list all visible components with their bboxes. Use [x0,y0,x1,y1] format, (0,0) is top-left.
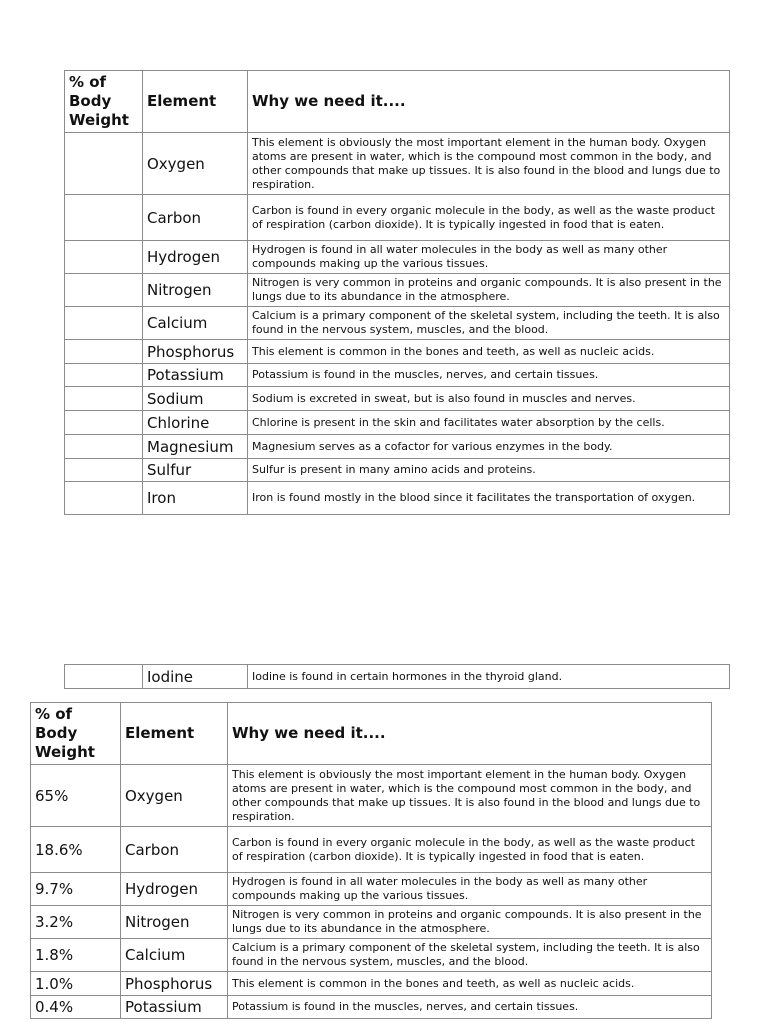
element-cell: Phosphorus [121,972,228,996]
why-cell: Carbon is found in every organic molecule in the body, as well as the waste product of respiration (carbon dioxide). It is typically ingested in food that is eaten. [248,195,730,241]
element-cell: Sodium [143,387,248,411]
why-cell: This element is obviously the most important element in the human body. Oxygen atoms are present in water, which is the compound most common in the body, and other compounds that make up tissues. It is also found in the blood and lungs due to respiration. [248,133,730,195]
percent-cell [65,387,143,411]
element-cell: Carbon [121,827,228,873]
why-cell: Sodium is excreted in sweat, but is also found in muscles and nerves. [248,387,730,411]
percent-cell [65,340,143,364]
percent-cell: 9.7% [31,873,121,906]
percent-cell [65,241,143,274]
header-element: Element [143,71,248,133]
element-cell: Potassium [121,996,228,1019]
why-cell: Calcium is a primary component of the skeletal system, including the teeth. It is also found in the nervous system, muscles, and the blood. [248,307,730,340]
percent-cell [65,411,143,435]
why-cell: Potassium is found in the muscles, nerves, and certain tissues. [248,364,730,387]
why-cell: This element is obviously the most important element in the human body. Oxygen atoms are present in water, which is the compound most common in the body, and other compounds that make up tissues. It is also found in the blood and lungs due to respiration. [228,765,712,827]
percent-cell [65,307,143,340]
table-row [65,435,730,459]
table-row [65,364,730,387]
percent-cell [65,482,143,515]
element-cell: Oxygen [121,765,228,827]
percent-cell [65,274,143,307]
table-header-row [31,703,712,765]
percent-cell: 65% [31,765,121,827]
percent-cell [65,665,143,689]
element-cell: Magnesium [143,435,248,459]
element-cell: Hydrogen [143,241,248,274]
why-cell: Carbon is found in every organic molecule in the body, as well as the waste product of respiration (carbon dioxide). It is typically ingested in food that is eaten. [228,827,712,873]
percent-cell: 3.2% [31,906,121,939]
why-cell: Nitrogen is very common in proteins and organic compounds. It is also present in the lungs due to its abundance in the atmosphere. [228,906,712,939]
element-cell: Calcium [121,939,228,972]
element-cell: Iron [143,482,248,515]
table-row [31,765,712,827]
why-cell: Sulfur is present in many amino acids and proteins. [248,459,730,482]
percent-cell: 1.8% [31,939,121,972]
table-row [65,307,730,340]
why-cell: Iron is found mostly in the blood since it facilitates the transportation of oxygen. [248,482,730,515]
element-cell: Calcium [143,307,248,340]
table-header-row [65,71,730,133]
percent-cell [65,459,143,482]
element-cell: Nitrogen [121,906,228,939]
percent-cell [65,133,143,195]
percent-cell [65,364,143,387]
table-row [65,665,730,689]
percent-cell: 0.4% [31,996,121,1019]
why-cell: Magnesium serves as a cofactor for various enzymes in the body. [248,435,730,459]
header-percent: % of Body Weight [31,703,121,765]
table-row [31,996,712,1019]
element-cell: Sulfur [143,459,248,482]
element-cell: Potassium [143,364,248,387]
percent-cell: 18.6% [31,827,121,873]
why-cell: Iodine is found in certain hormones in the thyroid gland. [248,665,730,689]
table-row [65,411,730,435]
header-why: Why we need it.... [228,703,712,765]
table-row [65,241,730,274]
table-row [31,906,712,939]
element-cell: Hydrogen [121,873,228,906]
table-row [65,133,730,195]
why-cell: Chlorine is present in the skin and facilitates water absorption by the cells. [248,411,730,435]
element-cell: Oxygen [143,133,248,195]
element-cell: Chlorine [143,411,248,435]
table-row [65,387,730,411]
table-row [65,340,730,364]
element-cell: Iodine [143,665,248,689]
element-cell: Carbon [143,195,248,241]
table-row [31,827,712,873]
table-row [31,873,712,906]
why-cell: Nitrogen is very common in proteins and organic compounds. It is also present in the lungs due to its abundance in the atmosphere. [248,274,730,307]
element-table-2 [64,664,730,689]
element-table-1 [64,70,730,515]
element-cell: Phosphorus [143,340,248,364]
why-cell: This element is common in the bones and teeth, as well as nucleic acids. [248,340,730,364]
why-cell: Calcium is a primary component of the skeletal system, including the teeth. It is also found in the nervous system, muscles, and the blood. [228,939,712,972]
percent-cell [65,195,143,241]
why-cell: Hydrogen is found in all water molecules in the body as well as many other compounds making up the various tissues. [228,873,712,906]
table-row [65,274,730,307]
element-cell: Nitrogen [143,274,248,307]
table-row [65,482,730,515]
element-table-3 [30,702,712,1019]
why-cell: Potassium is found in the muscles, nerves, and certain tissues. [228,996,712,1019]
percent-cell: 1.0% [31,972,121,996]
why-cell: This element is common in the bones and teeth, as well as nucleic acids. [228,972,712,996]
header-percent: % of Body Weight [65,71,143,133]
table-row [65,459,730,482]
table-row [31,939,712,972]
why-cell: Hydrogen is found in all water molecules in the body as well as many other compounds making up the various tissues. [248,241,730,274]
table-row [31,972,712,996]
header-why: Why we need it.... [248,71,730,133]
table-row [65,195,730,241]
percent-cell [65,435,143,459]
header-element: Element [121,703,228,765]
